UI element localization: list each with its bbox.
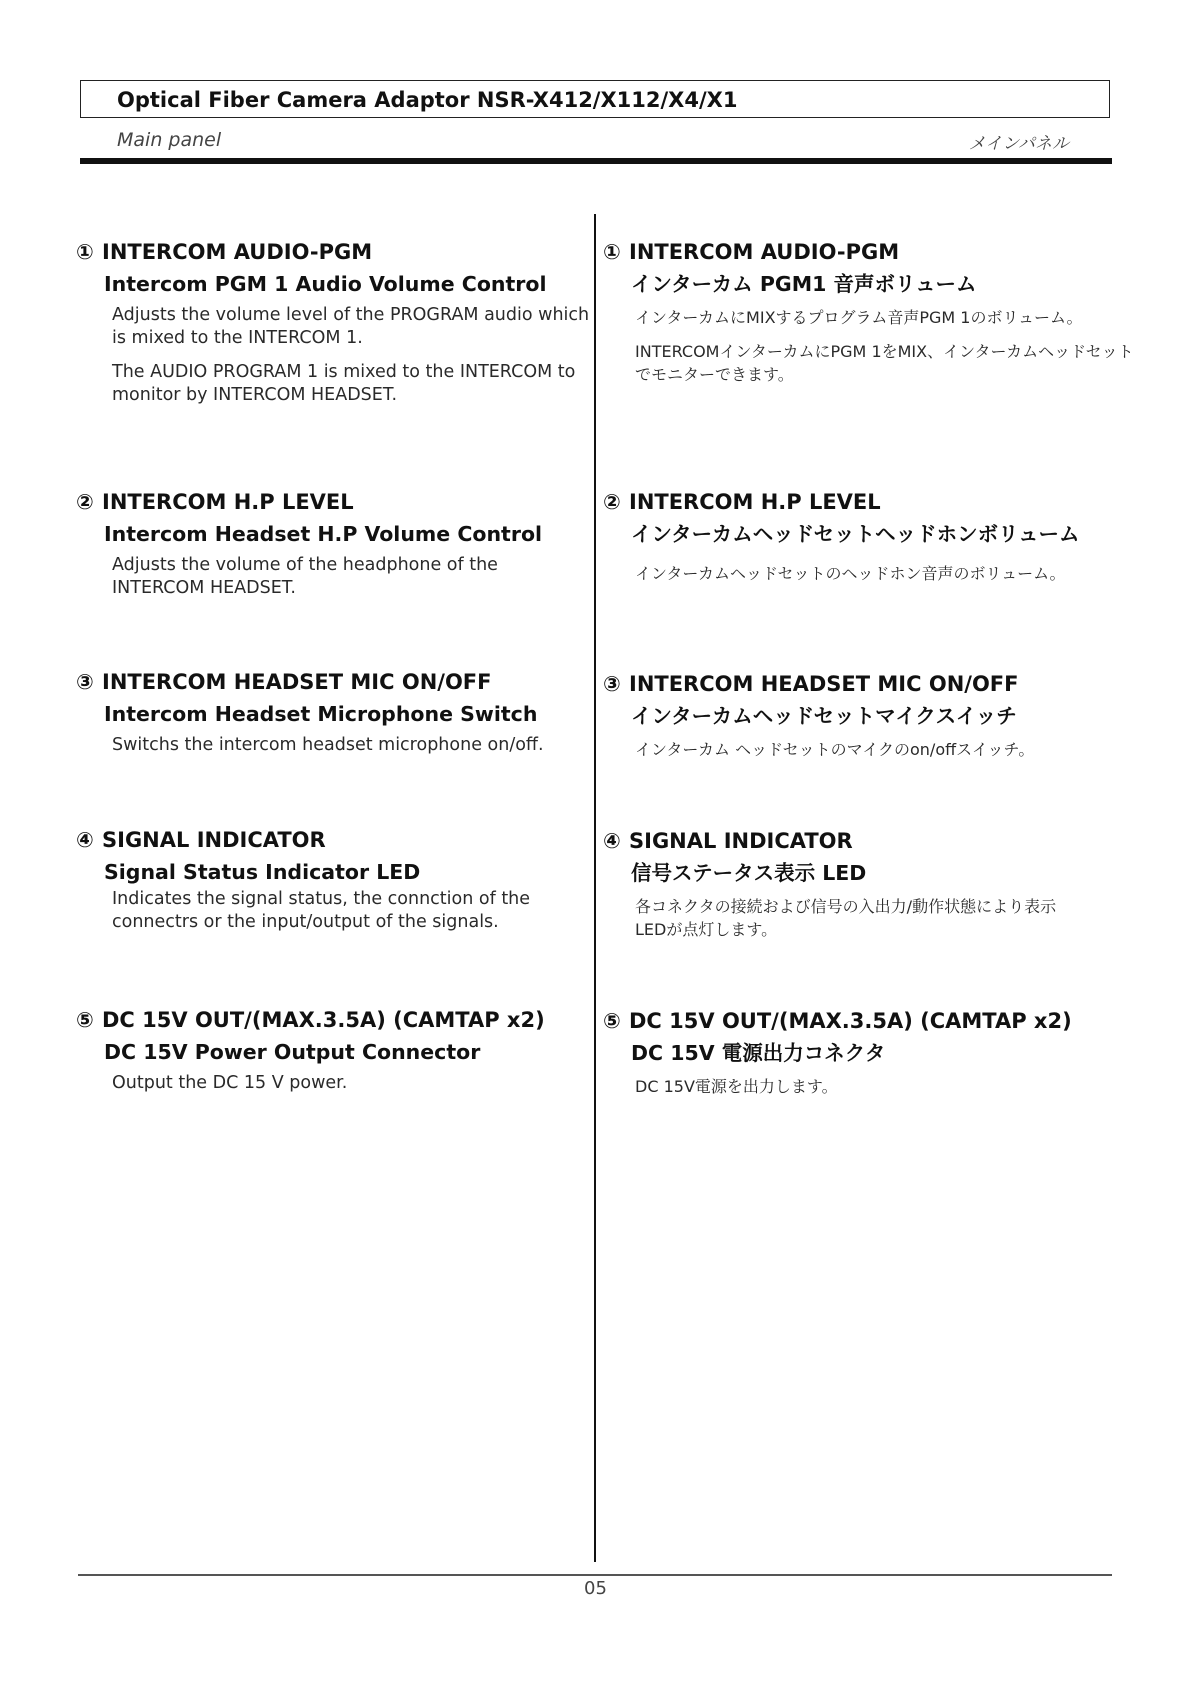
item-description [112, 304, 592, 407]
item-subheading: DC 15V Power Output Connector [104, 1040, 481, 1064]
item-heading [76, 1006, 596, 1034]
item-description [635, 1075, 1135, 1098]
item-number: ⑤ [603, 1009, 621, 1033]
item-description [635, 738, 1135, 761]
item-number: ④ [603, 829, 621, 853]
item-subheading: Intercom Headset H.P Volume Control [104, 522, 543, 546]
item-intercom-hp-level-en [76, 488, 596, 611]
item-description [112, 734, 592, 757]
description-paragraph: INTERCOMインターカムにPGM 1をMIX、インターカムヘッドセットでモニターできます。 [635, 342, 1134, 384]
item-description [635, 306, 1135, 386]
item-dc-out-ja [603, 1007, 1123, 1109]
description-paragraph: 各コネクタの接続および信号の入出力/動作状態により表示LEDが点灯します。 [635, 897, 1057, 939]
item-heading [76, 826, 596, 854]
footer-rule [78, 1574, 1112, 1576]
item-number: ① [603, 240, 621, 264]
item-headset-mic-en [76, 668, 596, 768]
description-paragraph: Adjusts the volume of the headphone of the INTERCOM HEADSET. [112, 555, 498, 598]
item-heading-text: INTERCOM HEADSET MIC ON/OFF [102, 670, 492, 694]
item-heading-text: INTERCOM AUDIO-PGM [102, 240, 373, 264]
item-number: ② [603, 490, 621, 514]
item-signal-indicator-ja [603, 827, 1123, 952]
item-headset-mic-ja [603, 670, 1123, 772]
item-description [112, 1072, 592, 1095]
description-paragraph: Adjusts the volume level of the PROGRAM audio which is mixed to the INTERCOM 1. [112, 305, 590, 348]
item-number: ③ [76, 670, 94, 694]
header-rule [80, 158, 1112, 164]
description-paragraph: Switchs the intercom headset microphone on/off. [112, 735, 544, 755]
item-subheading: Intercom Headset Microphone Switch [104, 702, 538, 726]
item-number: ② [76, 490, 94, 514]
item-intercom-audio-pgm-ja [603, 238, 1134, 397]
item-description [112, 554, 592, 600]
section-label-ja: メインパネル [968, 134, 1069, 154]
item-description [112, 888, 592, 934]
item-heading-text: INTERCOM H.P LEVEL [102, 490, 354, 514]
item-heading [76, 488, 596, 516]
item-subheading: Intercom PGM 1 Audio Volume Control [104, 272, 547, 296]
item-heading-text: INTERCOM H.P LEVEL [629, 490, 881, 514]
description-paragraph: インターカムヘッドセットのヘッドホン音声のボリューム。 [635, 564, 1066, 583]
item-subheading: 信号ステータス表示 LED [631, 861, 867, 885]
title-box [80, 80, 1110, 118]
item-intercom-audio-pgm-en [76, 238, 596, 418]
item-dc-out-en [76, 1006, 596, 1106]
item-number: ④ [76, 828, 94, 852]
section-label-en: Main panel [117, 129, 222, 151]
description-paragraph: インターカムにMIXするプログラム音声PGM 1のボリューム。 [635, 308, 1083, 327]
item-heading-text: SIGNAL INDICATOR [629, 829, 853, 853]
item-heading [603, 488, 1123, 516]
item-number: ① [76, 240, 94, 264]
description-paragraph: Output the DC 15 V power. [112, 1073, 348, 1093]
item-heading-text: SIGNAL INDICATOR [102, 828, 326, 852]
description-paragraph: The AUDIO PROGRAM 1 is mixed to the INTERCOM to monitor by INTERCOM HEADSET. [112, 362, 576, 405]
item-heading [603, 238, 1123, 266]
item-heading [603, 670, 1123, 698]
item-subheading: インターカムヘッドセットマイクスイッチ [631, 704, 1017, 728]
item-heading-text: DC 15V OUT/(MAX.3.5A) (CAMTAP x2) [629, 1009, 1072, 1033]
description-paragraph: DC 15V電源を出力します。 [635, 1077, 838, 1096]
item-subheading: インターカムヘッドセットヘッドホンボリューム [631, 522, 1080, 546]
page-number: 05 [584, 1578, 607, 1599]
item-intercom-hp-level-ja [603, 488, 1123, 596]
item-number: ③ [603, 672, 621, 696]
item-heading [76, 238, 596, 266]
item-description [635, 562, 1135, 585]
item-heading-text: INTERCOM HEADSET MIC ON/OFF [629, 672, 1019, 696]
item-subheading: DC 15V 電源出力コネクタ [631, 1041, 886, 1065]
item-number: ⑤ [76, 1008, 94, 1032]
item-signal-indicator-en [76, 826, 596, 945]
item-heading [76, 668, 596, 696]
document-title: Optical Fiber Camera Adaptor NSR-X412/X112/X4/X1 [117, 88, 738, 112]
description-paragraph: Indicates the signal status, the connction of the connectrs or the input/output of the signals. [112, 889, 531, 932]
item-description [635, 895, 1065, 941]
item-heading [603, 1007, 1123, 1035]
item-subheading: インターカム PGM1 音声ボリューム [631, 272, 977, 296]
item-heading [603, 827, 1123, 855]
item-subheading: Signal Status Indicator LED [104, 860, 421, 884]
item-heading-text: DC 15V OUT/(MAX.3.5A) (CAMTAP x2) [102, 1008, 545, 1032]
description-paragraph: インターカム ヘッドセットのマイクのon/offスイッチ。 [635, 740, 1035, 759]
item-heading-text: INTERCOM AUDIO-PGM [629, 240, 900, 264]
